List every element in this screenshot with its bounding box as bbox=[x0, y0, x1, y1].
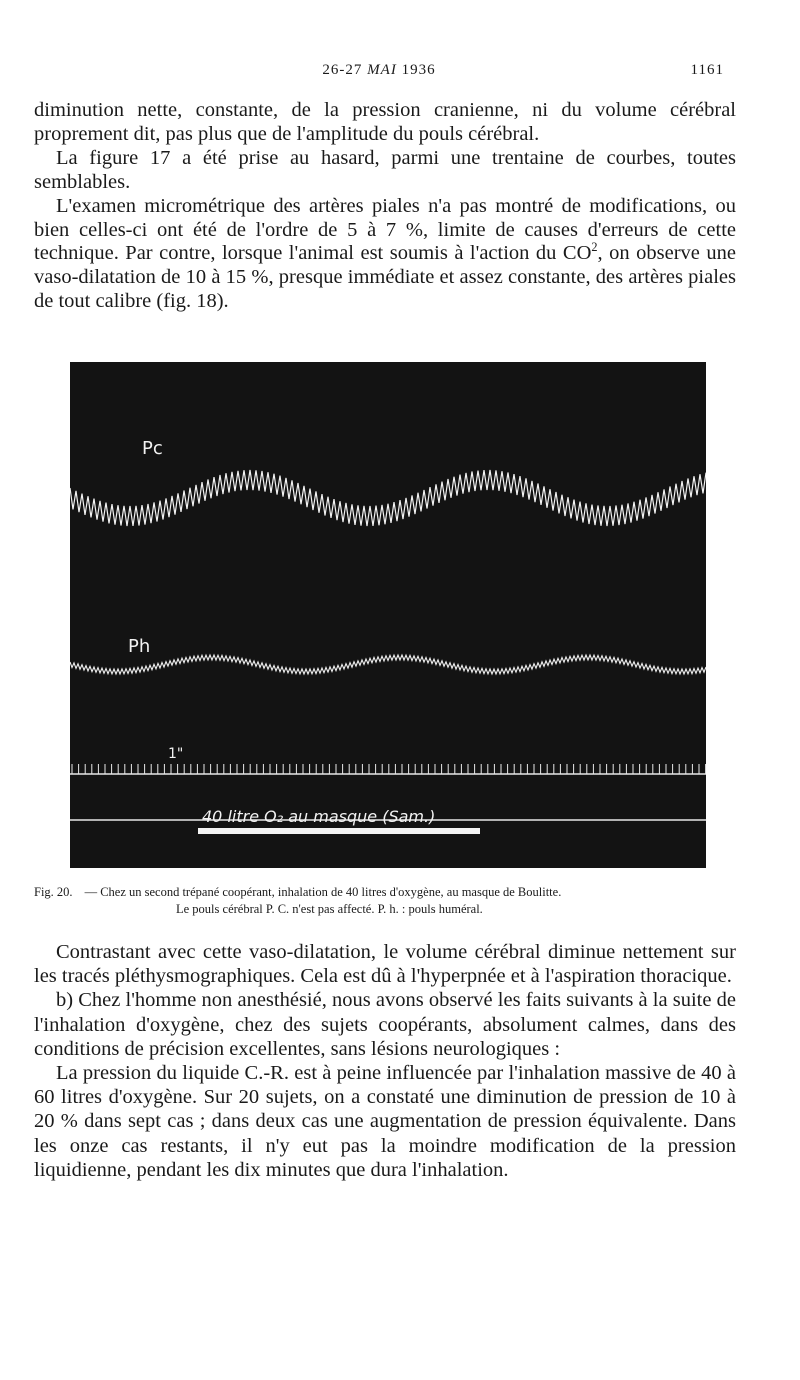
body-text-top bbox=[34, 99, 736, 314]
inhalation-bar bbox=[198, 828, 480, 834]
paragraph-part: , on observe une vaso-dilatation de 10 à 15 %, presque immédiate et assez constante, des artères piales de tout calibre (fig. 18). bbox=[34, 242, 736, 313]
time-marker-row bbox=[72, 764, 706, 774]
caption-line bbox=[34, 884, 770, 901]
figure-20-plethysmograph bbox=[70, 362, 706, 868]
paragraph: La figure 17 a été prise au hasard, parmi une trentaine de courbes, toutes semblables. bbox=[34, 146, 736, 193]
label-ph: Ph bbox=[128, 636, 151, 657]
superscript: 2 bbox=[591, 240, 598, 255]
running-header bbox=[34, 62, 724, 86]
header-year: 1936 bbox=[401, 62, 436, 78]
paragraph-part: L'examen micrométrique des artères piales n'a pas montré de modifications, ou bien celles-ci ont été de l'ordre de 5 à 7 %, limite de causes d'erreurs de cette technique. Par contre, lorsque l'animal est soumis à l'action du CO bbox=[34, 194, 736, 265]
paragraph: La pression du liquide C.-R. est à peine influencée par l'inhalation massive de 40 à 60 litres d'oxygène. Sur 20 sujets, on a constaté une diminution de pression de 10 à 20 % dans sept cas ; dans deux cas une augmentation de pression équivalente. Dans les onze cas restants, il n'y eut pas la moindre modification de la pression liquidienne, pendant les dix minutes que dura l'inhalation. bbox=[34, 1062, 736, 1181]
body-text-bottom bbox=[34, 940, 736, 1182]
label-pc: Pc bbox=[142, 438, 163, 459]
paragraph: Contrastant avec cette vaso-dilatation, le volume cérébral diminue nettement sur les tracés pléthysmographiques. Cela est dû à l'hyperpnée et à l'aspiration thoracique. bbox=[34, 941, 736, 988]
header-month: MAI bbox=[367, 62, 397, 78]
paragraph bbox=[34, 195, 736, 315]
humeral-pulse-trace bbox=[70, 655, 706, 674]
label-time: 1" bbox=[168, 746, 184, 762]
caption-label: Fig. 20. bbox=[34, 885, 73, 899]
page-number: 1161 bbox=[690, 62, 724, 78]
tracing-canvas bbox=[70, 362, 706, 868]
header-date: 26-27 bbox=[322, 62, 363, 78]
caption-text: — Chez un second trépané coopérant, inhalation de 40 litres d'oxygène, au masque de Boulitte. bbox=[84, 885, 562, 899]
inhalation-annotation: 40 litre O₂ au masque (Sam.) bbox=[202, 807, 436, 826]
figure-caption bbox=[34, 884, 770, 918]
cerebral-pulse-trace bbox=[70, 470, 706, 526]
paragraph: b) Chez l'homme non anesthésié, nous avons observé les faits suivants à la suite de l'inhalation d'oxygène, chez des sujets coopérants, absolument calmes, dans des conditions de précision excellentes, sans lésions neurologiques : bbox=[34, 989, 736, 1060]
header-date-line bbox=[34, 62, 724, 79]
paragraph: diminution nette, constante, de la pression cranienne, ni du volume cérébral proprement dit, pas plus que de l'amplitude du pouls cérébral. bbox=[34, 99, 736, 145]
caption-line: Le pouls cérébral P. C. n'est pas affecté. P. h. : pouls huméral. bbox=[176, 902, 483, 916]
